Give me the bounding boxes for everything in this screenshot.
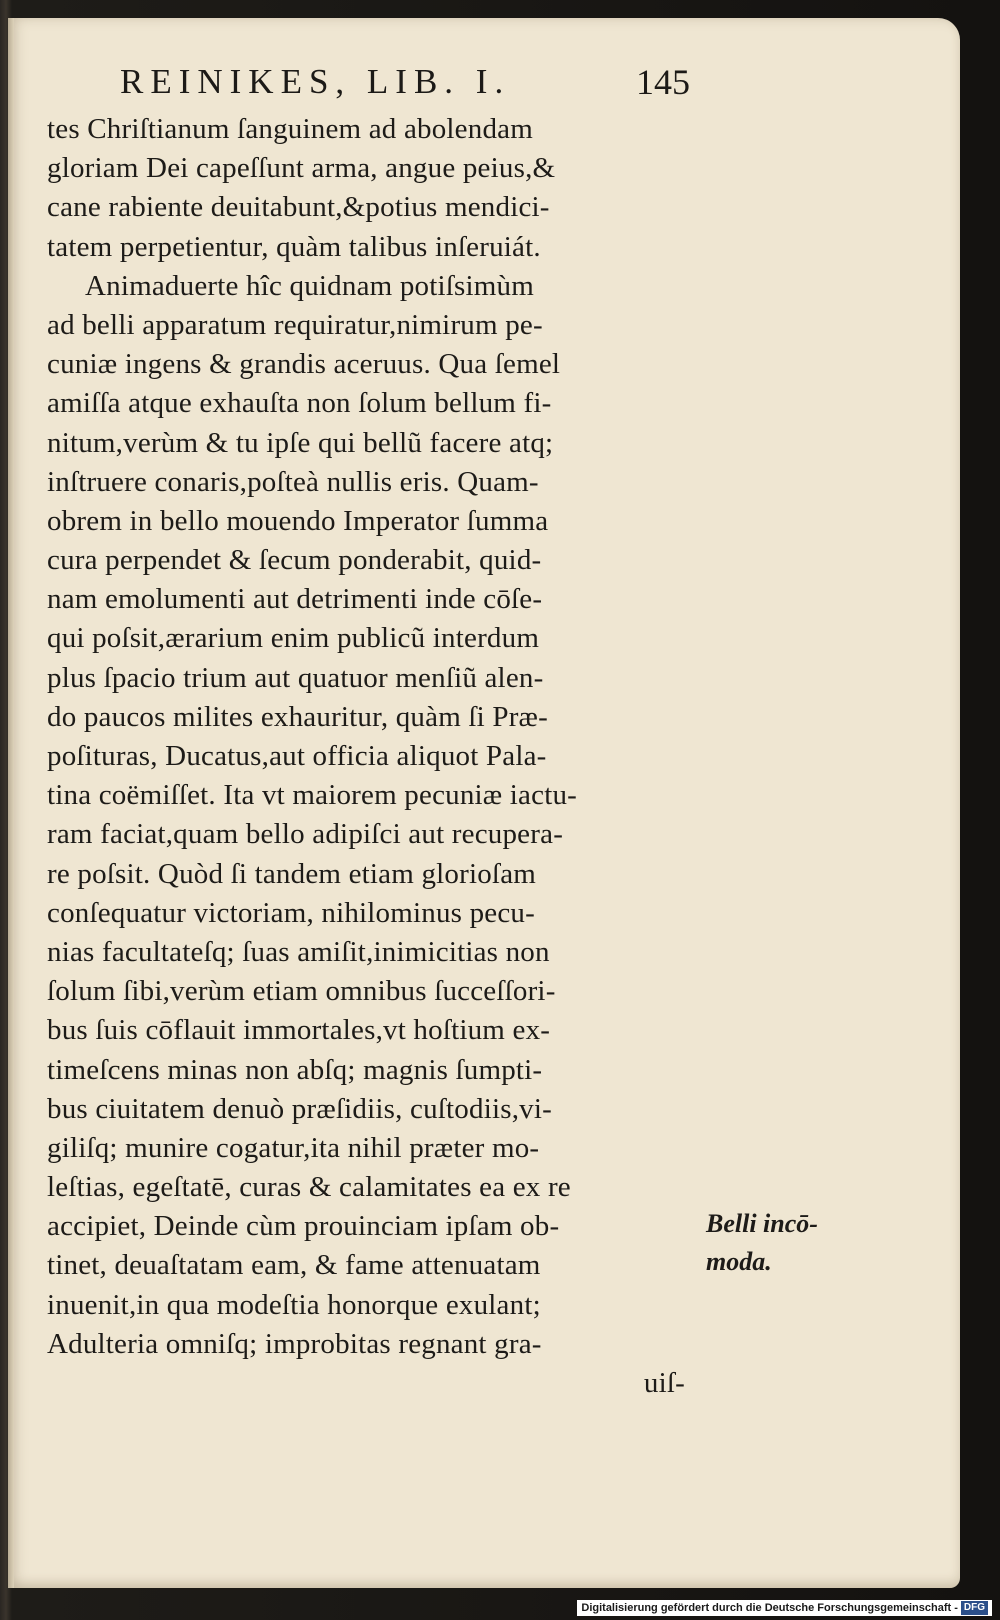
text-line: Adulteria omniſq; improbitas regnant gra- — [47, 1327, 542, 1360]
text-line: cuniæ ingens & grandis aceruus. Qua ſemel — [47, 348, 561, 381]
page-number: 145 — [636, 62, 690, 102]
text-line: gloriam Dei capeſſunt arma, angue peius,& — [47, 152, 556, 185]
credit-text: Digitalisierung gefördert durch die Deutsche Forschungsgemeinschaft - — [581, 1602, 958, 1614]
text-line: bus ciuitatem denuò præſidiis, cuſtodiis,vi- — [47, 1092, 552, 1125]
text-line: leſtias, egeſtatē, curas & calamitates ea ex re — [47, 1171, 571, 1204]
text-line: ad belli apparatum requiratur,nimirum pe- — [47, 308, 543, 341]
text-line: re poſsit. Quòd ſi tandem etiam glorioſam — [47, 857, 537, 890]
text-line: tes Chriſtianum ſanguinem ad abolendam — [47, 113, 533, 145]
text-line: plus ſpacio trium aut quatuor menſiũ alen- — [47, 661, 544, 694]
text-line: tatem perpetientur, quàm talibus inſeruiát. — [47, 230, 541, 263]
text-line: do paucos milites exhauritur, quàm ſi Præ- — [47, 700, 548, 733]
text-line: inuenit,in qua modeſtia honorque exulant; — [47, 1288, 541, 1321]
text-line: Animaduerte hîc quidnam potiſsimùm — [85, 269, 534, 302]
text-line: ram faciat,quam bello adipiſci aut recupera- — [47, 818, 564, 851]
page-edge — [8, 18, 14, 1588]
text-line: nias facultateſq; ſuas amiſit,inimicitias non — [47, 935, 550, 968]
text-line: amiſſa atque exhauſta non ſolum bellum fi- — [47, 387, 552, 420]
text-line: timeſcens minas non abſq; magnis ſumpti- — [47, 1053, 543, 1086]
text-line: tinet, deuaſtatam eam, & fame attenuatam — [47, 1249, 541, 1282]
text-line: poſituras, Ducatus,aut officia aliquot Pala- — [47, 740, 547, 772]
digitization-credit — [577, 1600, 992, 1616]
text-line: cane rabiente deuitabunt,&potius mendici- — [47, 191, 550, 224]
text-line: obrem in bello mouendo Imperator ſumma — [47, 504, 549, 537]
running-head — [120, 62, 690, 102]
text-line: conſequatur victoriam, nihilominus pecu- — [47, 896, 535, 929]
text-line: tina coëmiſſet. Ita vt maiorem pecuniæ iactu- — [47, 779, 578, 812]
text-line: inſtruere conaris,poſteà nullis eris. Quam- — [47, 465, 539, 498]
text-line: accipiet, Deinde cùm prouinciam ipſam ob- — [47, 1210, 560, 1243]
text-line: qui poſsit,ærarium enim publicũ interdum — [47, 622, 540, 655]
running-head-title: REINIKES, LIB. I. — [120, 62, 511, 101]
marginal-note — [706, 1205, 866, 1281]
text-line: giliſq; munire cogatur,ita nihil præter mo- — [47, 1131, 540, 1164]
text-line: ſolum ſibi,verùm etiam omnibus ſucceſſori- — [47, 975, 556, 1008]
dfg-logo: DFG — [961, 1601, 988, 1615]
catchword: uiſ- — [643, 1367, 685, 1399]
text-line: bus ſuis cōflauit immortales,vt hoſtium ex- — [47, 1014, 551, 1047]
text-line: cura perpendet & ſecum ponderabit, quid- — [47, 544, 542, 577]
text-line: nitum,verùm & tu ipſe qui bellũ facere atq; — [47, 426, 554, 459]
text-line: nam emolumenti aut detrimenti inde cōſe- — [47, 583, 543, 616]
main-text — [47, 110, 697, 1403]
marginal-note-line: moda. — [706, 1247, 772, 1276]
marginal-note-line: Belli incō- — [706, 1209, 818, 1238]
